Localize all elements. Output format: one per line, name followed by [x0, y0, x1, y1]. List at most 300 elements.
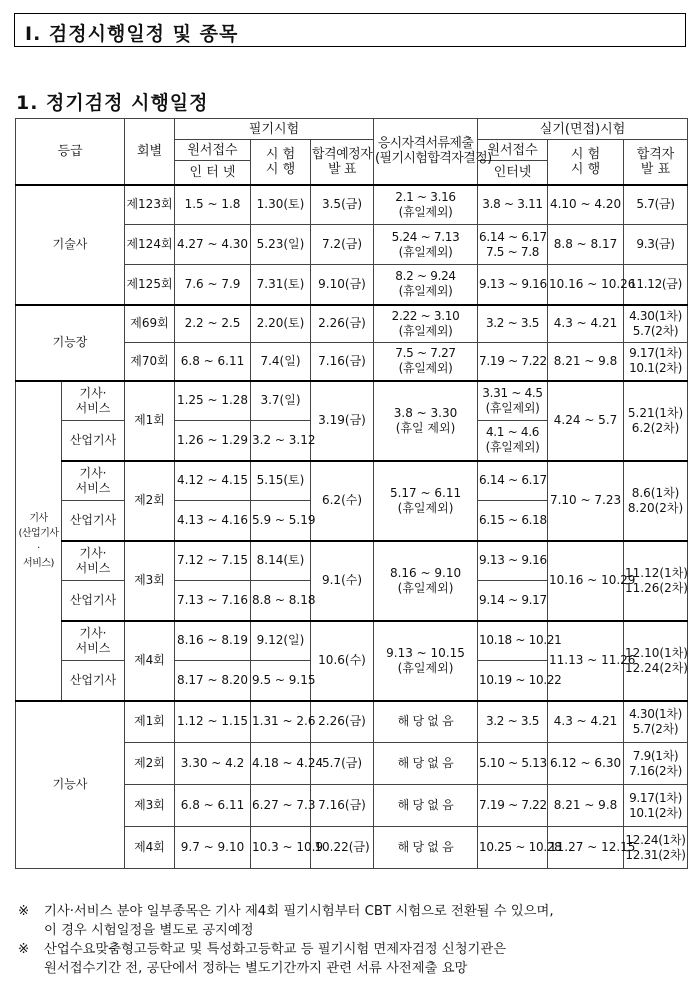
cell-text: (휴일제외): [485, 400, 540, 415]
cell-text: 9.13 ~ 9.16: [479, 553, 547, 568]
cell-text: 시 험: [265, 146, 296, 162]
cell-text: 제69회: [130, 316, 169, 331]
cell-text: 서비스: [75, 400, 111, 415]
table-row: [16, 305, 688, 343]
cell-text: 12.24(1차): [625, 832, 686, 847]
cell-text: 시 험: [570, 146, 601, 162]
table-cell: [624, 827, 688, 869]
group-label: [16, 305, 125, 381]
cell-text: (휴일제외): [398, 361, 453, 376]
cell-text: 3.2 ~ 3.5: [485, 714, 540, 729]
note-line: 산업수요맞춤형고등학교 및 특성화고등학교 등 필기시험 면제자검정 신청기관은: [44, 942, 507, 957]
cell-text: 9.17(1차): [629, 790, 682, 805]
table-cell: [311, 185, 374, 225]
note-mark: ※: [18, 904, 30, 919]
cell-text: 해 당 없 음: [397, 756, 454, 770]
table-cell: [374, 265, 478, 305]
cell-text: 산업기사: [69, 512, 117, 527]
round-cell: [125, 621, 175, 701]
table-cell: [251, 581, 316, 621]
cell-text: 8.17 ~ 8.20: [176, 672, 249, 687]
cell-text: (휴일제외): [397, 580, 454, 595]
table-cell: [478, 581, 548, 621]
cell-text: 4.27 ~ 4.30: [176, 237, 249, 251]
table-cell: [624, 265, 688, 305]
table-cell: [175, 265, 251, 305]
table-cell: [548, 185, 624, 225]
header-practical-pass: [624, 140, 688, 185]
table-cell: [251, 305, 311, 343]
table-cell: [478, 743, 548, 785]
table-cell: [624, 743, 688, 785]
table-cell: [175, 743, 251, 785]
cell-text: 기사·: [79, 385, 107, 400]
cell-text: 10.3 ~ 10.9: [252, 840, 324, 854]
cell-text: 12.24(2차): [625, 660, 688, 675]
table-cell: [251, 541, 311, 581]
cell-text: 3.2 ~ 3.5: [485, 316, 540, 331]
schedule-table: [15, 118, 688, 869]
round-cell: [125, 305, 175, 343]
cell-text: 3.7(일): [260, 393, 301, 408]
table-cell: [548, 743, 624, 785]
cell-text: 산업기사: [69, 432, 117, 447]
table-cell: [548, 701, 624, 743]
table-cell: [478, 827, 562, 869]
table-cell: [478, 225, 548, 265]
table-cell: [251, 621, 311, 661]
table-cell: [478, 621, 562, 661]
table-cell: [311, 225, 374, 265]
table-cell: [548, 265, 636, 305]
table-cell: [311, 621, 374, 701]
table-cell: [251, 743, 324, 785]
cell-text: 4.12 ~ 4.15: [176, 473, 249, 488]
cell-text: 8.14(토): [256, 553, 305, 568]
cell-text: (휴일제외): [485, 440, 540, 455]
cell-text: 2.2 ~ 2.5: [184, 316, 241, 331]
round-cell: [125, 743, 175, 785]
cell-text: 7.6 ~ 7.9: [184, 276, 241, 291]
subgroup-label: [62, 421, 125, 461]
note-line: 기사·서비스 분야 일부종목은 기사 제4회 필기시험부터 CBT 시험으로 전환될 수 있으며,: [44, 904, 554, 919]
cell-text: 시 행: [570, 161, 601, 177]
cell-text: 제3회: [134, 573, 165, 587]
table-cell: [175, 381, 251, 421]
cell-text: 8.6(1차): [631, 485, 680, 500]
cell-text: 발 표: [328, 161, 356, 177]
round-cell: [125, 701, 175, 743]
cell-text: (휴일제외): [398, 284, 453, 299]
cell-text: 9.14 ~ 9.17: [479, 592, 547, 607]
table-cell: [478, 501, 548, 541]
note-line: 이 경우 시험일정을 별도로 공지예정: [44, 923, 254, 938]
table-cell: [251, 343, 311, 381]
table-cell: [478, 305, 548, 343]
cell-text: 서비스: [75, 480, 111, 495]
table-row: [16, 701, 688, 743]
cell-text: 7.16(금): [318, 353, 366, 368]
table-cell: [624, 305, 688, 343]
cell-text: 해 당 없 음: [397, 840, 454, 854]
table-cell: [175, 461, 251, 501]
table-cell: [251, 381, 311, 421]
header-written-app: [175, 140, 251, 161]
table-cell: [175, 621, 251, 661]
cell-text: 발 표: [640, 161, 671, 177]
cell-text: 제124회: [126, 237, 173, 251]
table-cell: [548, 305, 624, 343]
table-cell: [548, 343, 624, 381]
cell-text: 기사: [29, 512, 48, 524]
table-cell: [478, 541, 548, 581]
cell-text: 제70회: [130, 353, 169, 368]
cell-text: 11.27 ~ 12.15: [549, 840, 636, 854]
table-cell: [175, 581, 251, 621]
table-cell: [311, 541, 374, 621]
cell-text: 회별: [136, 143, 163, 159]
subgroup-label: [62, 581, 125, 621]
table-cell: [374, 621, 478, 701]
cell-text: 3.8 ~ 3.11: [482, 197, 543, 212]
cell-text: 4.1 ~ 4.6: [485, 425, 540, 440]
table-cell: [175, 661, 251, 701]
table-cell: [374, 541, 478, 621]
cell-text: 4.30(1차): [629, 706, 682, 721]
table-cell: [175, 785, 251, 827]
cell-text: 3.8 ~ 3.30: [393, 405, 458, 420]
table-cell: [251, 265, 311, 305]
table-cell: [624, 381, 688, 461]
table-cell: [624, 225, 688, 265]
cell-text: 3.19(금): [318, 413, 366, 427]
cell-text: 10.16 ~ 10.29: [549, 573, 636, 587]
cell-text: 기사·: [79, 465, 107, 480]
cell-text: 7.5 ~ 7.27: [395, 346, 456, 361]
cell-text: 합격예정자: [312, 146, 373, 162]
cell-text: 3.30 ~ 4.2: [180, 756, 245, 770]
cell-text: (휴일제외): [398, 244, 453, 259]
cell-text: 7.12 ~ 7.15: [176, 553, 249, 568]
cell-text: 9.1(수): [321, 573, 363, 587]
header-practical-app: [478, 140, 548, 161]
cell-text: 2.20(토): [256, 316, 305, 331]
table-cell: [478, 461, 548, 501]
cell-text: 5.23(일): [256, 237, 305, 251]
cell-text: 7.5 ~ 7.8: [485, 244, 540, 259]
section-title: 1. 정기검정 시행일정: [16, 92, 209, 114]
cell-text: 7.9(1차): [632, 748, 679, 763]
cell-text: 2.26(금): [318, 714, 366, 729]
table-cell: [624, 621, 688, 701]
table-cell: [175, 225, 251, 265]
table-cell: [374, 461, 478, 541]
round-cell: [125, 827, 175, 869]
cell-text: ·: [37, 542, 40, 554]
cell-text: 2.22 ~ 3.10: [391, 308, 460, 323]
cell-text: 9.12(일): [256, 633, 305, 648]
cell-text: 제2회: [134, 756, 165, 770]
cell-text: (산업기사: [18, 527, 59, 539]
cell-text: 6.14 ~ 6.17: [479, 229, 547, 244]
footnote: [18, 902, 690, 940]
cell-text: 8.21 ~ 9.8: [553, 798, 618, 812]
table-cell: [478, 343, 548, 381]
table-cell: [311, 461, 374, 541]
table-cell: [374, 827, 478, 869]
table-cell: [175, 305, 251, 343]
round-cell: [125, 785, 175, 827]
cell-text: 4.18 ~ 4.24: [252, 756, 324, 770]
cell-text: 2.1 ~ 3.16: [395, 189, 456, 204]
cell-text: 8.8 ~ 8.18: [252, 592, 316, 607]
table-cell: [548, 225, 624, 265]
cell-text: 12.31(2차): [625, 847, 686, 862]
cell-text: 4.30(1차): [629, 308, 682, 323]
cell-text: 4.3 ~ 4.21: [553, 316, 618, 331]
table-row: [16, 119, 688, 140]
header-written-pass: [311, 140, 374, 185]
cell-text: 3.5(금): [321, 197, 363, 212]
table-cell: [374, 701, 478, 743]
cell-text: 4.10 ~ 4.20: [549, 197, 622, 212]
cell-text: 실기(면접)시험: [539, 121, 626, 137]
table-cell: [311, 265, 374, 305]
cell-text: 8.20(2차): [627, 500, 684, 515]
round-cell: [125, 265, 175, 305]
table-cell: [175, 501, 251, 541]
table-cell: [624, 185, 688, 225]
cell-text: 2.26(금): [318, 316, 366, 331]
cell-text: 1.12 ~ 1.15: [176, 714, 249, 729]
table-cell: [624, 343, 688, 381]
chapter-title-box: [14, 13, 686, 47]
table-cell: [478, 785, 548, 827]
table-row: [16, 541, 688, 581]
note-mark: ※: [18, 942, 30, 957]
cell-text: 11.13 ~ 11.26: [549, 653, 636, 667]
cell-text: 6.15 ~ 6.18: [479, 512, 547, 527]
cell-text: 6.8 ~ 6.11: [180, 798, 245, 812]
cell-text: 시 행: [265, 161, 296, 177]
footnotes: [18, 902, 690, 978]
cell-text: 5.24 ~ 7.13: [391, 229, 460, 244]
table-cell: [175, 827, 251, 869]
table-cell: [548, 541, 636, 621]
cell-text: 7.4(일): [260, 353, 301, 368]
table-cell: [624, 785, 688, 827]
round-cell: [125, 381, 175, 461]
table-cell: [251, 661, 316, 701]
cell-text: 7.19 ~ 7.22: [479, 353, 547, 368]
table-cell: [311, 701, 374, 743]
table-cell: [478, 421, 548, 461]
cell-text: 산업기사: [69, 592, 117, 607]
table-cell: [374, 185, 478, 225]
cell-text: 9.13 ~ 9.16: [479, 276, 547, 291]
cell-text: 12.10(1차): [625, 645, 688, 660]
cell-text: 7.10 ~ 7.23: [549, 493, 622, 507]
cell-text: 10.18 ~ 10.21: [479, 633, 562, 648]
cell-text: 1.26 ~ 1.29: [176, 432, 249, 447]
cell-text: 응시자격서류제출: [377, 136, 474, 152]
cell-text: 7.16(금): [318, 798, 366, 812]
cell-text: 10.22(금): [314, 840, 370, 854]
subgroup-label: [62, 621, 125, 661]
cell-text: 서비스): [23, 557, 54, 569]
cell-text: 5.21(1차): [627, 405, 684, 420]
header-written: [175, 119, 374, 140]
cell-text: 산업기사: [69, 672, 117, 687]
cell-text: 기능사: [52, 777, 88, 792]
subgroup-label: [62, 661, 125, 701]
header-docs: [374, 119, 492, 185]
cell-text: (필기시험합격자결정): [375, 151, 492, 167]
cell-text: 해 당 없 음: [397, 798, 454, 812]
cell-text: 1.25 ~ 1.28: [176, 393, 249, 408]
table-cell: [311, 827, 374, 869]
chapter-title: Ⅰ. 검정시행일정 및 종목: [25, 23, 239, 45]
cell-text: 기능장: [52, 335, 88, 349]
cell-text: (휴일제외): [398, 323, 453, 338]
table-row: [16, 381, 688, 421]
cell-text: 8.8 ~ 8.17: [553, 237, 618, 251]
table-cell: [374, 743, 478, 785]
cell-text: 9.17(1차): [629, 346, 682, 361]
header-practical: [478, 119, 688, 140]
cell-text: 제1회: [134, 714, 165, 729]
header-practical-exam: [548, 140, 624, 185]
cell-text: 서비스: [75, 560, 111, 575]
header-written-exam: [251, 140, 311, 185]
table-cell: [175, 541, 251, 581]
round-cell: [125, 185, 175, 225]
table-cell: [175, 185, 251, 225]
note-line: 원서접수기간 전, 공단에서 정하는 별도기간까지 관련 서류 사전제출 요망: [44, 961, 468, 976]
cell-text: 4.3 ~ 4.21: [553, 714, 618, 729]
cell-text: 4.13 ~ 4.16: [176, 512, 249, 527]
cell-text: 5.7(금): [636, 197, 675, 212]
group-label: [16, 701, 125, 869]
cell-text: 1.30(토): [256, 197, 305, 212]
table-cell: [251, 827, 324, 869]
cell-text: 제125회: [126, 276, 173, 291]
cell-text: 해 당 없 음: [397, 714, 454, 729]
group-label: [16, 381, 62, 701]
cell-text: 8.2 ~ 9.24: [395, 269, 456, 284]
table-cell: [251, 501, 316, 541]
table-cell: [251, 421, 316, 461]
table-cell: [548, 381, 624, 461]
table-cell: [251, 785, 316, 827]
cell-text: 제1회: [134, 413, 165, 427]
table-cell: [311, 381, 374, 461]
cell-text: 11.26(2차): [625, 580, 688, 595]
cell-text: 5.7(2차): [632, 323, 679, 338]
table-cell: [251, 461, 311, 501]
subgroup-label: [62, 501, 125, 541]
cell-text: 제2회: [134, 493, 165, 507]
cell-text: 제3회: [134, 798, 165, 812]
table-cell: [478, 185, 548, 225]
header-written-app-sub: [175, 161, 251, 185]
table-cell: [311, 343, 374, 381]
cell-text: 필기시험: [248, 121, 300, 137]
cell-text: 서비스: [75, 640, 111, 655]
table-cell: [624, 461, 688, 541]
cell-text: 제4회: [134, 653, 165, 667]
cell-text: 10.1(2차): [629, 805, 682, 820]
cell-text: 5.7(2차): [632, 721, 679, 736]
cell-text: 5.15(토): [256, 473, 305, 488]
cell-text: 6.27 ~ 7.3: [252, 798, 316, 812]
cell-text: 10.16 ~ 10.26: [549, 276, 636, 291]
subgroup-label: [62, 541, 125, 581]
table-cell: [478, 381, 548, 421]
table-cell: [478, 701, 548, 743]
table-cell: [311, 305, 374, 343]
cell-text: 11.12(1차): [625, 565, 688, 580]
cell-text: 9.10(금): [318, 276, 366, 291]
table-cell: [311, 785, 374, 827]
cell-text: 인 터 넷: [189, 164, 236, 180]
cell-text: 합격자: [636, 146, 675, 162]
cell-text: 10.1(2차): [629, 361, 682, 376]
cell-text: 기술사: [52, 237, 88, 251]
table-cell: [175, 701, 251, 743]
cell-text: (휴일제외): [397, 500, 454, 515]
table-cell: [175, 343, 251, 381]
cell-text: 7.19 ~ 7.22: [479, 798, 547, 812]
table-cell: [548, 461, 624, 541]
cell-text: 9.3(금): [636, 237, 675, 251]
round-cell: [125, 343, 175, 381]
table-cell: [624, 701, 688, 743]
footnote: [18, 940, 690, 978]
cell-text: 5.10 ~ 5.13: [479, 756, 547, 770]
cell-text: 10.25 ~ 10.28: [479, 840, 562, 854]
cell-text: 10.19 ~ 10.22: [479, 672, 562, 687]
cell-text: (휴일제외): [398, 204, 453, 219]
cell-text: 11.12(금): [629, 276, 682, 291]
round-cell: [125, 541, 175, 621]
table-cell: [374, 343, 478, 381]
cell-text: 7.31(토): [256, 276, 305, 291]
cell-text: 원서접수: [187, 142, 238, 158]
header-round: [125, 119, 175, 185]
cell-text: 9.13 ~ 10.15: [386, 645, 465, 660]
header-grade: [16, 119, 125, 185]
table-row: [16, 185, 688, 225]
cell-text: 1.31 ~ 2.6: [252, 714, 316, 729]
cell-text: 6.12 ~ 6.30: [549, 756, 622, 770]
table-cell: [478, 265, 548, 305]
cell-text: 제123회: [126, 197, 173, 212]
table-cell: [374, 785, 478, 827]
round-cell: [125, 225, 175, 265]
cell-text: (휴일 제외): [395, 420, 456, 435]
round-cell: [125, 461, 175, 541]
cell-text: 기사·: [79, 625, 107, 640]
cell-text: 6.2(수): [321, 493, 363, 507]
table-cell: [478, 661, 562, 701]
group-label: [16, 185, 125, 305]
table-cell: [251, 225, 311, 265]
cell-text: 7.2(금): [321, 237, 363, 251]
table-cell: [374, 225, 478, 265]
cell-text: 4.24 ~ 5.7: [553, 413, 618, 427]
cell-text: 7.16(2차): [629, 763, 682, 778]
